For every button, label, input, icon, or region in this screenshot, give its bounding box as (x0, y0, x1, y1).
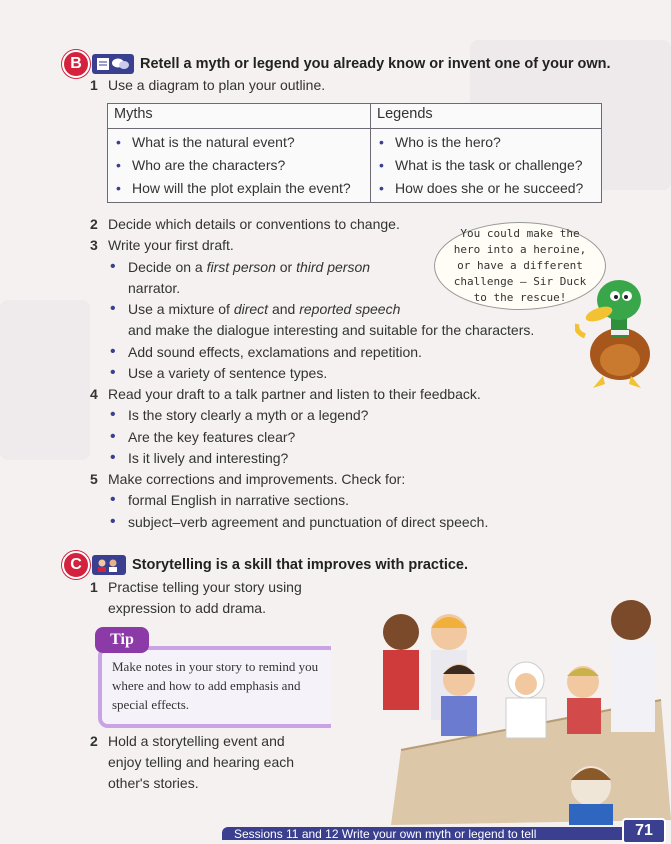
list-item (128, 257, 370, 277)
list-item: • How does she or he succeed? (377, 177, 595, 200)
list-item: • Use a variety of sentence types. (128, 363, 327, 383)
myths-cell (108, 129, 371, 203)
step-text: Write your first draft. (108, 237, 234, 253)
tip-text: Make notes in your story to remind you where and how to add emphasis and special effects. (112, 659, 319, 712)
emphasis: direct (233, 301, 269, 317)
table-header-legends: Legends (371, 104, 602, 129)
duck-illustration (575, 272, 665, 392)
text-run: and (268, 301, 300, 317)
list-item: • Is it lively and interesting? (128, 448, 288, 468)
list-item: • What is the natural event? (114, 131, 364, 154)
step-text: Decide which details or conventions to change. (108, 216, 400, 232)
list-item (128, 299, 400, 319)
speech-bubble-text: You could make the hero into a heroine, or have a different challenge – Sir Duck to the rescue! (453, 227, 587, 304)
emphasis: first person (206, 259, 276, 275)
list-item: • formal English in narrative sections. (128, 490, 349, 510)
list-item: • Who are the characters? (114, 154, 364, 177)
section-c-title: Storytelling is a skill that improves with practice. (132, 557, 469, 573)
section-c-badge: C (62, 551, 90, 579)
classroom-illustration (331, 590, 671, 825)
step-number: 2 (90, 216, 98, 232)
speaking-icon (92, 555, 126, 575)
step-number: 1 (90, 77, 98, 93)
list-item: • Is the story clearly a myth or a legend? (128, 405, 368, 425)
step-number: 1 (90, 579, 98, 595)
table-header-myths: Myths (108, 104, 371, 129)
step-text: enjoy telling and hearing each (108, 754, 295, 770)
text-run: or (275, 259, 297, 275)
write-discuss-icon (92, 54, 134, 74)
page-number: 71 (622, 818, 666, 844)
list-item: • subject–verb agreement and punctuation of direct speech. (128, 512, 488, 532)
legends-cell (371, 129, 602, 203)
text-run: Use a mixture of (128, 301, 234, 317)
step-number: 5 (90, 471, 98, 487)
list-item-continuation: and make the dialogue interesting and suitable for the characters. (128, 322, 535, 338)
section-b-title: Retell a myth or legend you already know or invent one of your own. (140, 56, 611, 72)
section-b-badge: B (62, 50, 90, 78)
background-panel (0, 300, 90, 460)
step-number: 2 (90, 733, 98, 749)
step-text: Practise telling your story using (108, 579, 302, 595)
list-item: • How will the plot explain the event? (114, 177, 364, 200)
list-item: • Add sound effects, exclamations and repetition. (128, 342, 422, 362)
section-b-heading (62, 50, 611, 78)
myths-legends-table (107, 103, 602, 203)
section-c-heading (62, 551, 468, 579)
step-text: expression to add drama. (108, 600, 266, 616)
page-footer: Sessions 11 and 12 Write your own myth or legend to tell (222, 827, 626, 840)
text-run: Decide on a (128, 259, 207, 275)
step-text: other's stories. (108, 775, 199, 791)
emphasis: third person (296, 259, 371, 275)
step-text: Use a diagram to plan your outline. (108, 77, 326, 93)
list-item: • Who is the hero? (377, 131, 595, 154)
list-item: • What is the task or challenge? (377, 154, 595, 177)
step-number: 4 (90, 386, 98, 402)
step-text: Hold a storytelling event and (108, 733, 285, 749)
step-text: Make corrections and improvements. Check for: (108, 471, 406, 487)
list-item: • Are the key features clear? (128, 427, 295, 447)
tip-label: Tip (95, 627, 149, 653)
step-number: 3 (90, 237, 98, 253)
step-text: Read your draft to a talk partner and listen to their feedback. (108, 386, 481, 402)
emphasis: reported speech (299, 301, 401, 317)
list-item-continuation: narrator. (128, 280, 181, 296)
